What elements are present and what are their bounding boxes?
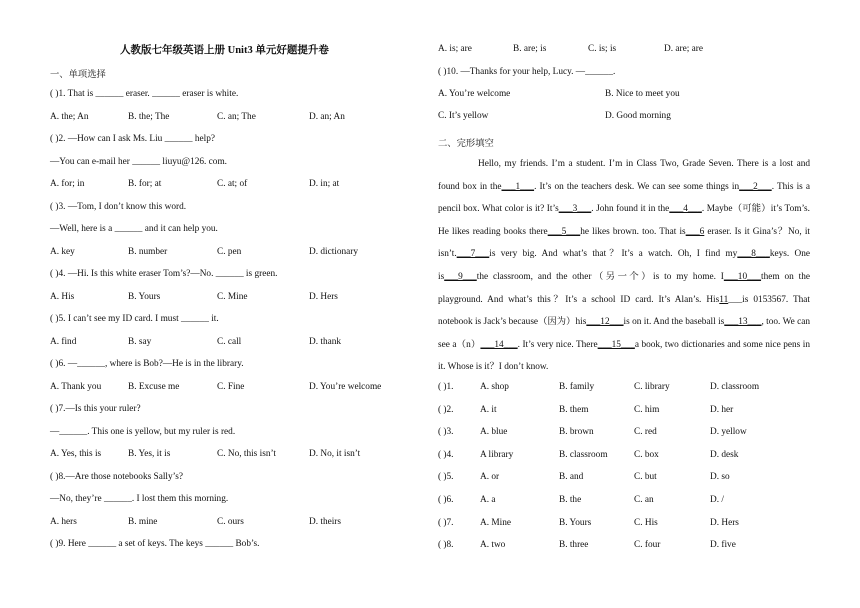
- cloze-blank: ___4___: [669, 204, 702, 215]
- option: B. three: [559, 540, 589, 551]
- option: A. shop: [480, 382, 509, 392]
- cloze-blank: ___10___: [723, 271, 762, 282]
- option: C. library: [634, 382, 670, 392]
- section-heading-1: 一、单项选择: [50, 70, 106, 80]
- option: D. an; An: [309, 111, 345, 122]
- option: A. the; An: [50, 111, 89, 122]
- option: D. No, it isn’t: [309, 449, 361, 459]
- cloze-blank: ___14___: [480, 339, 518, 350]
- passage-text: is on it. And the baseball is: [623, 317, 725, 328]
- option: B. say: [128, 336, 152, 347]
- cloze-number: ( )6.: [438, 495, 454, 505]
- passage-text: keys. One is: [438, 249, 810, 282]
- question-line: ( )4. —Hi. Is this white eraser Tom’s?—No. ______ is green.: [50, 269, 278, 279]
- cloze-blank: ___8___: [737, 249, 770, 260]
- option: A. a: [480, 495, 496, 505]
- option: D. so: [710, 472, 730, 483]
- option: A. two: [480, 540, 506, 551]
- cloze-blank: ___3___: [558, 204, 592, 215]
- option: C. Fine: [217, 381, 245, 392]
- option: B. Yes, it is: [128, 449, 171, 459]
- option: B. are; is: [513, 44, 547, 54]
- option: C. pen: [217, 246, 242, 257]
- option: B. them: [559, 404, 589, 415]
- question-line: ( )5. I can’t see my ID card. I must ______ it.: [50, 314, 219, 324]
- option: C. His: [634, 517, 658, 528]
- passage-text: them on the playground. And what’s this？It’s a school ID card. It’s Alan’s. His: [438, 271, 810, 305]
- option: B. Excuse me: [128, 381, 180, 392]
- option: B. Yours: [128, 291, 161, 302]
- cloze-passage: [438, 153, 810, 379]
- question-line: ( )1. That is ______ eraser. ______ eraser is white.: [50, 89, 239, 99]
- passage-text: is very big. And what’s that？It’s a watch. Oh, I find my: [489, 249, 738, 260]
- option: D. yellow: [710, 427, 747, 438]
- option: D. /: [710, 495, 724, 505]
- option: B. for; at: [128, 179, 162, 189]
- question-line: ( )8.—Are those notebooks Sally’s?: [50, 471, 183, 482]
- question-line: ( )6. —______, where is Bob?—He is in the library.: [50, 359, 244, 369]
- option: B. and: [559, 472, 584, 483]
- cloze-blank: ___1___: [501, 181, 535, 192]
- question-line: ( )10. —Thanks for your help, Lucy. —______.: [438, 67, 616, 77]
- option: C. four: [634, 540, 661, 551]
- option: A. Yes, this is: [50, 449, 102, 459]
- option: B. number: [128, 246, 168, 257]
- passage-text: . It’s on the teachers desk. We can see some things in: [534, 181, 740, 192]
- cloze-blank: ___13___: [724, 317, 762, 328]
- option: A. for; in: [50, 179, 85, 189]
- cloze-number: ( )4.: [438, 449, 454, 460]
- option: D. Hers: [309, 291, 338, 302]
- option: C. box: [634, 449, 659, 460]
- option: D. desk: [710, 449, 739, 460]
- option: A. blue: [480, 427, 508, 438]
- option: C. red: [634, 427, 657, 438]
- option: D. in; at: [309, 179, 340, 189]
- option: A. Thank you: [50, 381, 102, 392]
- cloze-blank: ___6: [685, 226, 705, 237]
- passage-text: Hello, my friends. I’m a student. I’m in Class Two, Grade Seven. There is a lost and found box in the: [438, 159, 810, 192]
- option: B. mine: [128, 516, 158, 527]
- passage-text: . John found it in the: [591, 204, 670, 215]
- option: B. classroom: [559, 449, 608, 460]
- cloze-number: ( )8.: [438, 540, 454, 551]
- option: A. or: [480, 472, 500, 483]
- passage-text: . Maybe（可能）it’s Tom’s. He likes reading books there: [438, 204, 810, 237]
- cloze-blank: 11: [719, 294, 729, 305]
- option: D. theirs: [309, 516, 342, 527]
- option: B. family: [559, 382, 595, 392]
- passage-text: . It’s very nice. There: [517, 339, 598, 350]
- section-heading-2: 二、完形填空: [438, 139, 494, 149]
- page-title: 人教版七年级英语上册 Unit3 单元好题提升卷: [120, 45, 329, 56]
- option: A library: [480, 449, 514, 460]
- cloze-number: ( )5.: [438, 472, 454, 483]
- option: A. You’re welcome: [438, 89, 511, 99]
- option: D. dictionary: [309, 246, 359, 257]
- question-line: —______. This one is yellow, but my ruler is red.: [50, 426, 236, 437]
- option: D. thank: [309, 336, 342, 347]
- cloze-blank: ___7___: [456, 249, 490, 260]
- option: B. the: [559, 495, 582, 505]
- option: D. Hers: [710, 517, 739, 528]
- option: D. are; are: [664, 44, 703, 54]
- option: C. Mine: [217, 291, 248, 302]
- option: A. it: [480, 404, 497, 415]
- question-line: ( )3. —Tom, I don’t know this word.: [50, 201, 187, 212]
- option: D. Good morning: [605, 111, 671, 121]
- option: A. find: [50, 336, 77, 347]
- passage-text: ___is 0153567. That notebook is Jack’s because（因为）his: [438, 294, 811, 328]
- option: A. is; are: [438, 44, 472, 54]
- option: D. You’re welcome: [309, 381, 382, 392]
- option: D. five: [710, 540, 736, 551]
- cloze-number: ( )7.: [438, 517, 454, 528]
- question-line: ( )9. Here ______ a set of keys. The keys ______ Bob’s.: [50, 539, 260, 549]
- passage-text: . This is a pencil box. What color is it? It’s: [438, 181, 810, 215]
- option: B. the; The: [128, 111, 170, 122]
- option: C. call: [217, 336, 242, 347]
- option: C. is; is: [588, 44, 617, 54]
- question-line: —Well, here is a ______ and it can help you.: [50, 224, 218, 234]
- cloze-blank: ___2___: [739, 181, 772, 192]
- cloze-blank: ___5___: [547, 226, 581, 237]
- passage-text: he likes brown. too. That is: [580, 226, 686, 237]
- cloze-blank: ___9___: [444, 271, 477, 282]
- passage-text: eraser. Is it Gina’s？No, it isn’t.: [438, 226, 810, 260]
- option: B. Nice to meet you: [605, 89, 680, 99]
- question-line: —No, they’re ______. I lost them this morning.: [50, 494, 229, 504]
- passage-text: , too. We can see a（n）: [438, 317, 811, 350]
- option: C. at; of: [217, 179, 248, 189]
- option: B. brown: [559, 427, 594, 438]
- cloze-blank: ___15___: [597, 339, 635, 350]
- option: A. hers: [50, 516, 77, 527]
- option: C. him: [634, 404, 660, 415]
- cloze-blank: ___12___: [586, 317, 624, 328]
- option: C. ours: [217, 516, 244, 527]
- question-line: ( )2. —How can I ask Ms. Liu ______ help?: [50, 134, 215, 144]
- option: D. classroom: [710, 382, 760, 392]
- cloze-number: ( )2.: [438, 404, 454, 415]
- cloze-number: ( )3.: [438, 427, 454, 438]
- passage-text: the classroom, and the other（另一个）is to my home. I: [476, 271, 724, 282]
- option: B. Yours: [559, 517, 592, 528]
- option: C. No, this isn’t: [217, 449, 276, 459]
- option: C. an: [634, 495, 654, 505]
- question-line: —You can e-mail her ______ liuyu@126. com.: [50, 156, 228, 167]
- option: A. Mine: [480, 517, 511, 528]
- option: A. His: [50, 291, 75, 302]
- option: C. It’s yellow: [438, 111, 489, 121]
- passage-text: a book, two dictionaries and some nice pens in it. Whose is it？I don’t know.: [438, 339, 810, 373]
- option: C. an; The: [217, 111, 256, 122]
- option: D. her: [710, 404, 734, 415]
- option: C. but: [634, 472, 657, 483]
- option: A. key: [50, 246, 75, 257]
- cloze-number: ( )1.: [438, 382, 454, 392]
- question-line: ( )7.—Is this your ruler?: [50, 404, 141, 414]
